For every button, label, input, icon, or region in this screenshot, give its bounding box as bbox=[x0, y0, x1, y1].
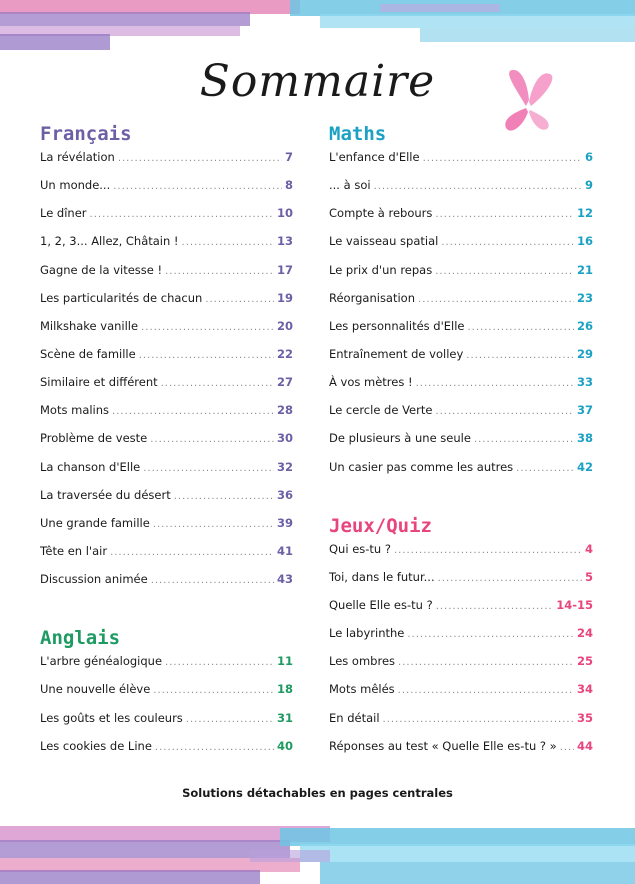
entry-page-number: 30 bbox=[276, 431, 293, 446]
entry-label: Une grande famille bbox=[40, 515, 150, 530]
dot-leader bbox=[174, 491, 274, 502]
entry-label: L'enfance d'Elle bbox=[329, 150, 420, 164]
toc-entry bbox=[40, 347, 293, 375]
entry-label: Le dîner bbox=[40, 206, 87, 221]
entry-page-number: 9 bbox=[584, 178, 593, 193]
entry-page-number: 29 bbox=[576, 346, 593, 361]
entry-label: Milkshake vanille bbox=[40, 318, 139, 333]
entry-page-number: 8 bbox=[284, 178, 293, 193]
page-title: Sommaire bbox=[199, 56, 436, 107]
toc-entry bbox=[40, 431, 293, 459]
dot-leader bbox=[205, 294, 274, 305]
entry-label: Le vaisseau spatial bbox=[329, 234, 439, 249]
entry-label: Les cookies de Line bbox=[40, 738, 152, 753]
dot-leader bbox=[143, 463, 274, 474]
entry-page-number: 43 bbox=[276, 572, 293, 587]
entry-label: Mots mêlés bbox=[329, 682, 395, 697]
entry-page-number: 31 bbox=[276, 710, 293, 725]
entry-page-number: 26 bbox=[576, 318, 593, 333]
dot-leader bbox=[466, 350, 574, 361]
toc-entry bbox=[40, 682, 293, 710]
entry-label: Similaire et différent bbox=[40, 375, 158, 390]
entry-label: Réponses au test « Quelle Elle es-tu ? » bbox=[329, 738, 557, 753]
entry-page-number: 6 bbox=[584, 150, 593, 164]
entry-label: Tête en l'air bbox=[40, 543, 108, 558]
dot-leader bbox=[118, 153, 282, 164]
entry-page-number: 39 bbox=[276, 515, 293, 530]
entry-label: Les ombres bbox=[329, 654, 396, 669]
entry-label: 1, 2, 3... Allez, Châtain ! bbox=[40, 234, 179, 249]
entry-label: De plusieurs à une seule bbox=[329, 431, 471, 446]
toc-entry bbox=[40, 488, 293, 516]
top-watercolor-band bbox=[0, 0, 635, 52]
section-title-francais: Français bbox=[40, 123, 132, 145]
entry-label: Compte à rebours bbox=[329, 206, 433, 221]
toc-entry bbox=[40, 654, 293, 682]
entry-label: Les particularités de chacun bbox=[40, 290, 203, 305]
entry-page-number: 40 bbox=[276, 738, 293, 753]
dot-leader bbox=[423, 153, 582, 164]
dot-leader bbox=[90, 209, 274, 220]
section-title-anglais: Anglais bbox=[40, 627, 121, 650]
entry-page-number: 23 bbox=[576, 290, 593, 305]
dot-leader bbox=[153, 519, 274, 530]
entry-page-number: 20 bbox=[276, 318, 293, 333]
toc-entry bbox=[40, 178, 293, 206]
entry-label: À vos mètres ! bbox=[329, 375, 413, 390]
dot-leader bbox=[112, 406, 274, 417]
entry-label: Un monde... bbox=[40, 178, 111, 193]
toc-entry bbox=[329, 682, 593, 710]
toc-entry bbox=[40, 234, 293, 262]
dot-leader bbox=[151, 575, 274, 586]
entry-page-number: 19 bbox=[276, 290, 293, 305]
dot-leader bbox=[113, 181, 282, 192]
entry-label: Un casier pas comme les autres bbox=[329, 459, 514, 474]
toc-entry bbox=[329, 711, 593, 739]
dot-leader bbox=[139, 350, 274, 361]
section-title-jeux-quiz: Jeux/Quiz bbox=[329, 514, 432, 537]
entry-page-number: 5 bbox=[584, 569, 593, 584]
maths-list bbox=[329, 150, 593, 488]
entry-page-number: 33 bbox=[576, 375, 593, 390]
entry-label: Le labyrinthe bbox=[329, 626, 405, 641]
entry-label: En détail bbox=[329, 710, 380, 725]
entry-label: La chanson d'Elle bbox=[40, 459, 141, 474]
toc-entry bbox=[329, 375, 593, 403]
entry-label: La révélation bbox=[40, 150, 115, 164]
dot-leader bbox=[374, 181, 582, 192]
toc-entry bbox=[329, 542, 593, 570]
toc-entry bbox=[329, 570, 593, 598]
entry-label: Problème de veste bbox=[40, 431, 148, 446]
entry-page-number: 11 bbox=[276, 654, 293, 669]
toc-entry bbox=[40, 516, 293, 544]
right-column bbox=[329, 118, 593, 767]
dot-leader bbox=[468, 322, 574, 333]
toc-entry bbox=[329, 291, 593, 319]
entry-page-number: 17 bbox=[276, 262, 293, 277]
entry-label: Réorganisation bbox=[329, 290, 416, 305]
entry-page-number: 16 bbox=[576, 234, 593, 249]
dot-leader bbox=[383, 714, 574, 725]
entry-page-number: 44 bbox=[576, 738, 593, 753]
toc-entry bbox=[329, 431, 593, 459]
entry-page-number: 10 bbox=[276, 206, 293, 221]
toc-entry bbox=[329, 150, 593, 178]
toc-entry bbox=[40, 319, 293, 347]
toc-entry bbox=[40, 403, 293, 431]
dot-leader bbox=[150, 434, 274, 445]
entry-page-number: 27 bbox=[276, 375, 293, 390]
dot-leader bbox=[435, 266, 574, 277]
dot-leader bbox=[110, 547, 274, 558]
toc-entry bbox=[329, 739, 593, 767]
dot-leader bbox=[165, 657, 274, 668]
toc-entry bbox=[329, 263, 593, 291]
dot-leader bbox=[438, 573, 582, 584]
entry-page-number: 13 bbox=[276, 234, 293, 249]
entry-page-number: 22 bbox=[276, 346, 293, 361]
left-column bbox=[40, 118, 293, 767]
dot-leader bbox=[155, 742, 274, 753]
entry-label: ... à soi bbox=[329, 178, 371, 193]
toc-entry bbox=[40, 572, 293, 600]
entry-page-number: 28 bbox=[276, 403, 293, 418]
entry-label: Le cercle de Verte bbox=[329, 403, 433, 418]
dot-leader bbox=[161, 378, 274, 389]
toc-entry bbox=[329, 460, 593, 488]
entry-label: Qui es-tu ? bbox=[329, 541, 391, 556]
footer-note: Solutions détachables en pages centrales bbox=[182, 786, 453, 800]
toc-entry bbox=[329, 654, 593, 682]
francais-list bbox=[40, 150, 293, 600]
toc-entry bbox=[329, 403, 593, 431]
entry-label: Quelle Elle es-tu ? bbox=[329, 597, 433, 612]
toc-entry bbox=[329, 206, 593, 234]
toc-entry bbox=[40, 739, 293, 767]
dot-leader bbox=[418, 294, 574, 305]
dot-leader bbox=[398, 685, 574, 696]
entry-page-number: 34 bbox=[576, 682, 593, 697]
entry-label: Gagne de la vitesse ! bbox=[40, 262, 163, 277]
toc-entry bbox=[329, 598, 593, 626]
toc-entry bbox=[329, 347, 593, 375]
entry-label: Discussion animée bbox=[40, 572, 148, 587]
dot-leader bbox=[141, 322, 274, 333]
jeux-quiz-list bbox=[329, 542, 593, 767]
dot-leader bbox=[153, 685, 274, 696]
dot-leader bbox=[186, 714, 274, 725]
entry-label: Entraînement de volley bbox=[329, 346, 464, 361]
entry-label: Mots malins bbox=[40, 403, 110, 418]
entry-page-number: 37 bbox=[576, 403, 593, 418]
entry-page-number: 7 bbox=[284, 150, 293, 164]
toc-entry bbox=[40, 544, 293, 572]
entry-page-number: 12 bbox=[576, 206, 593, 221]
toc-entry bbox=[40, 711, 293, 739]
toc-entry bbox=[40, 263, 293, 291]
entry-label: Scène de famille bbox=[40, 346, 136, 361]
entry-label: Une nouvelle élève bbox=[40, 682, 151, 697]
entry-page-number: 25 bbox=[576, 654, 593, 669]
entry-page-number: 41 bbox=[276, 543, 293, 558]
entry-label: Le prix d'un repas bbox=[329, 262, 433, 277]
dot-leader bbox=[165, 266, 274, 277]
entry-label: L'arbre généalogique bbox=[40, 654, 163, 669]
toc-entry bbox=[40, 460, 293, 488]
entry-page-number: 21 bbox=[576, 262, 593, 277]
toc-entry bbox=[40, 291, 293, 319]
toc-entry bbox=[329, 626, 593, 654]
bottom-watercolor-band bbox=[0, 826, 635, 884]
entry-label: Les goûts et les couleurs bbox=[40, 710, 183, 725]
entry-label: Toi, dans le futur... bbox=[329, 569, 435, 584]
toc-entry bbox=[40, 150, 293, 178]
entry-page-number: 24 bbox=[576, 626, 593, 641]
entry-page-number: 14-15 bbox=[556, 597, 593, 612]
entry-page-number: 42 bbox=[576, 459, 593, 474]
toc-entry bbox=[329, 234, 593, 262]
anglais-list bbox=[40, 654, 293, 767]
section-title-maths: Maths bbox=[329, 123, 387, 145]
dot-leader bbox=[474, 434, 574, 445]
entry-page-number: 4 bbox=[584, 541, 593, 556]
toc-entry bbox=[40, 206, 293, 234]
dot-leader bbox=[416, 378, 574, 389]
dot-leader bbox=[182, 237, 274, 248]
dot-leader bbox=[398, 657, 574, 668]
dot-leader bbox=[407, 629, 574, 640]
entry-page-number: 38 bbox=[576, 431, 593, 446]
toc-entry bbox=[40, 375, 293, 403]
toc-entry bbox=[329, 319, 593, 347]
entry-label: Les personnalités d'Elle bbox=[329, 318, 465, 333]
entry-page-number: 18 bbox=[276, 682, 293, 697]
dot-leader bbox=[435, 209, 574, 220]
dot-leader bbox=[516, 463, 574, 474]
entry-page-number: 32 bbox=[276, 459, 293, 474]
toc-entry bbox=[329, 178, 593, 206]
dot-leader bbox=[435, 406, 574, 417]
entry-page-number: 35 bbox=[576, 710, 593, 725]
dot-leader bbox=[394, 545, 582, 556]
dot-leader bbox=[436, 601, 554, 612]
entry-page-number: 36 bbox=[276, 487, 293, 502]
dot-leader bbox=[560, 742, 574, 753]
entry-label: La traversée du désert bbox=[40, 487, 171, 502]
dot-leader bbox=[441, 237, 574, 248]
